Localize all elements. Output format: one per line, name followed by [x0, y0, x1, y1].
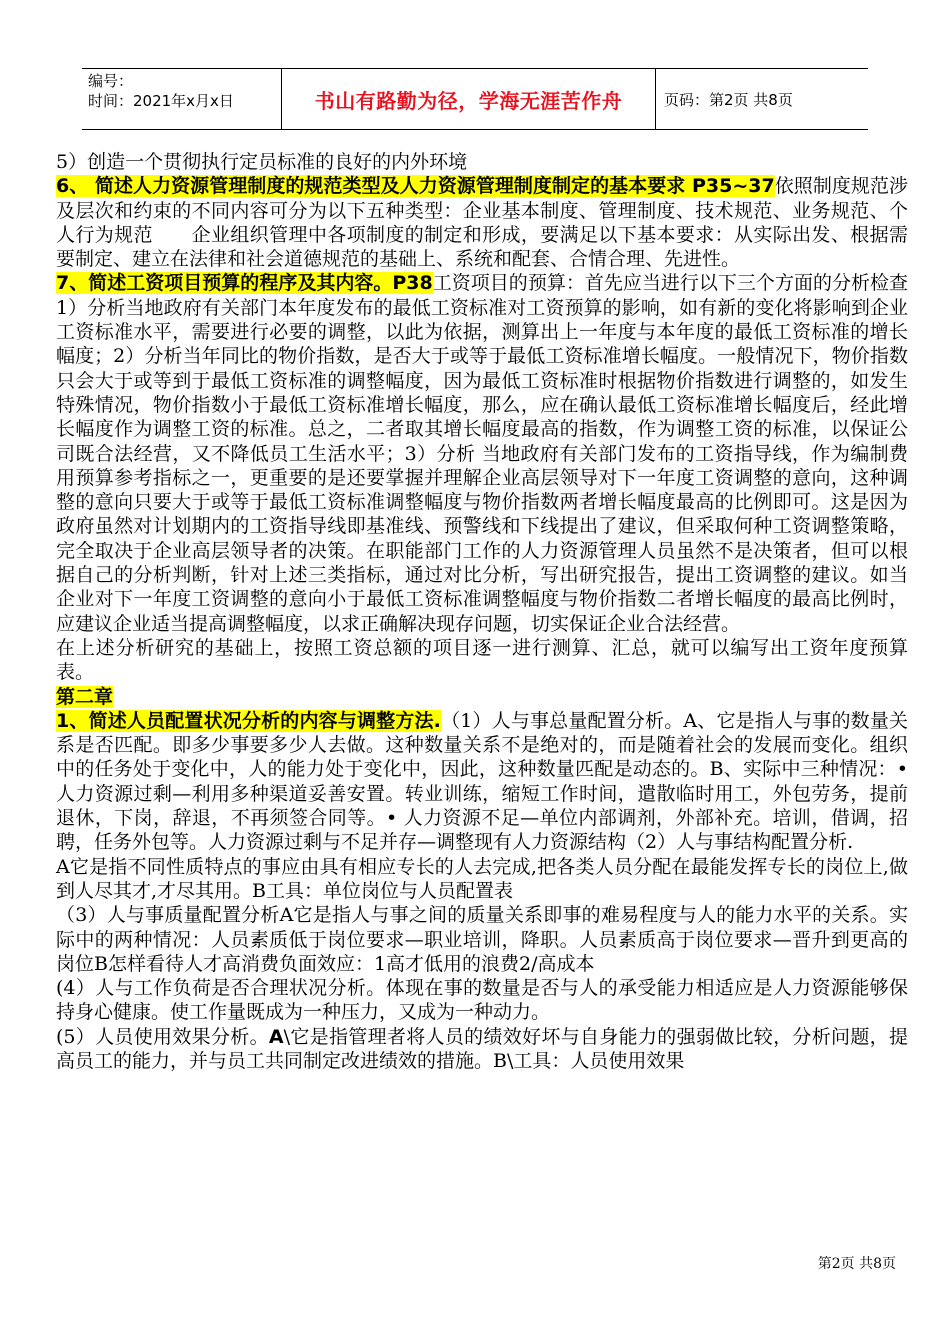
- header-motto: 书山有路勤为径，学海无涯苦作舟: [282, 69, 656, 129]
- highlighted-question: 7、简述工资项目预算的程序及其内容。P38: [56, 272, 433, 295]
- paragraph: (4）人与工作负荷是否合理状况分析。体现在事的数量是否与人的承受能力相适应是人力资源能够保持身心健康。使工作量既成为一种压力，又成为一种动力。: [56, 977, 908, 1024]
- highlighted-question: 6、 简述人力资源管理制度的规范类型及人力资源管理制度制定的基本要求 P35~37: [56, 175, 775, 198]
- paragraph: 在上述分析研究的基础上，按照工资总额的项目逐一进行测算、汇总，就可以编写出工资年度预算表。: [56, 636, 908, 684]
- answer-text: （1）人与事总量配置分析。A、它是指人与事的数量关系是否匹配。即多少事要多少人去做。这种数量关系不是绝对的，而是随着社会的发展而变化。组织中的任务处于变化中，人的能力处于变化中，因此，这种数量匹配是动态的。B、实际中三种情况：• 人力资源过剩—利用多种渠道妥善安置。转业训练，缩短工作时间，遣散临时用工，外包劳务，提前退休，下岗，辞退，不再须签合同等。• 人力资源不足—单位内部调剂，外部补充。培训，借调，招聘，任务外包等。人力资源过剩与不足并存—调整现有人力资源结构（2）人与事结构配置分析.: [56, 709, 908, 854]
- paragraph: [56, 271, 908, 635]
- paragraph: [56, 1025, 908, 1074]
- paragraph: 5）创造一个贯彻执行定员标准的良好的内外环境: [56, 151, 468, 173]
- bold-letter: A: [268, 1025, 284, 1048]
- paragraph: A它是指不同性质特点的事应由具有相应专长的人去完成,把各类人员分配在最能发挥专长的岗位上,做到人尽其才,才尽其用。B工具：单位岗位与人员配置表: [56, 855, 908, 902]
- answer-text: \它是指管理者将人员的绩效好坏与自身能力的强弱做比较，分析问题，提高员工的能力，并与员工共同制定改进绩效的措施。B\工具：人员使用效果: [56, 1025, 908, 1072]
- page-header: [82, 68, 868, 130]
- header-meta: [82, 69, 282, 129]
- header-page-label: 页码：第2页 共8页: [664, 90, 793, 109]
- document-number-label: 编号：: [88, 72, 134, 90]
- paragraph: [56, 174, 908, 271]
- chapter-heading: [56, 685, 908, 709]
- answer-text: 工资项目的预算：首先应当进行以下三个方面的分析检查1）分析当地政府有关部门本年度发布的最低工资标准对工资预算的影响，如有新的变化将影响到企业工资标准水平，需要进行必要的调整，以此为依据，测算出上一年度与本年度的最低工资标准的增长幅度；2）分析当年同比的物价指数，是否大于或等于最低工资标准增长幅度。一般情况下，物价指数只会大于或等到于最低工资标准的调整幅度，因为最低工资标准时根据物价指数进行调整的，如发生特殊情况，物价指数小于最低工资标准增长幅度，那么，应在确认最低工资标准增长幅度后，经此增长幅度作为调整工资的标准。总之，二者取其增长幅度最高的指数，作为调整工资的标准，以保证公司既合法经营，又不降低员工生活水平；3）分析 当地政府有关部门发布的工资指导线，作为编制费用预算参考指标之一，更重要的是还要掌握并理解企业高层领导对下一年度工资调整的意向，这种调整的意向只要大于或等于最低工资标准调整幅度与物价指数两者增长幅度最高的比例即可。这是因为政府虽然对计划期内的工资指导线即基准线、预警线和下线提出了建议，但采取何种工资调整策略，完全取决于企业高层领导者的决策。在职能部门工作的人力资源管理人员虽然不是决策者，但可以根据自己的分析判断，针对上述三类指标，通过对比分析，写出研究报告，提出工资调整的建议。如当企业对下一年度工资调整的意向小于最低工资标准调整幅度与物价指数二者增长幅度的最高比例时，应建议企业适当提高调整幅度，以求正确解决现存问题，切实保证企业合法经营。: [56, 272, 908, 635]
- highlighted-question: 1、简述人员配置状况分析的内容与调整方法.: [56, 709, 441, 732]
- document-date-label: 时间：2021年x月x日: [88, 92, 234, 110]
- paragraph: [56, 709, 908, 855]
- paragraph: （3）人与事质量配置分析A它是指人与事之间的质量关系即事的难易程度与人的能力水平的关系。实际中的两种情况：人员素质低于岗位要求—职业培训，降职。人员素质高于岗位要求—晋升到更高的岗位B怎样看待人才高消费负面效应：1高才低用的浪费2/高成本: [56, 904, 908, 975]
- answer-text: (5）人员使用效果分析。: [56, 1025, 269, 1048]
- chapter-title: 第二章: [56, 685, 114, 708]
- answer-text: 依照制度规范涉及层次和约束的不同内容可分为以下五种类型：企业基本制度、管理制度、技术规范、业务规范、个人行为规范 企业组织管理中各项制度的制定和形成，要满足以下基本要求：从实际出发、根据需要制定、建立在法律和社会道德规范的基础上、系统和配套、合情合理、先进性。: [56, 175, 908, 271]
- document-body: [56, 150, 908, 1073]
- page-footer: 第2页 共8页: [817, 1256, 896, 1272]
